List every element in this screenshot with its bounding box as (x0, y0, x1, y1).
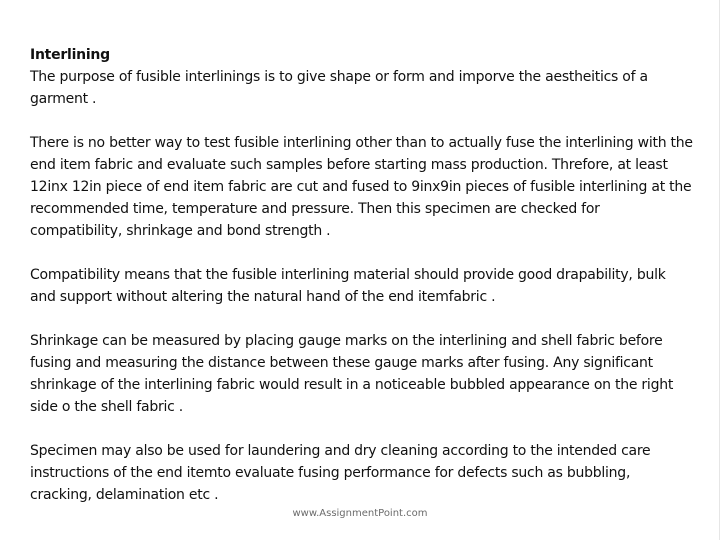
paragraph-testing: There is no better way to test fusible interlining other than to actually fuse the interlining with the end item fabric and evaluate such samples before starting mass production. Threfore, at least 12inx 12in piece of end item fabric are cut and fused to 9inx9in pieces of fusible interlining at the recommended time, temperature and pressure. Then this specimen are checked for compatibility, shrinkage and bond strength . (30, 135, 693, 239)
paragraph-shrinkage: Shrinkage can be measured by placing gauge marks on the interlining and shell fabric before fusing and measuring the distance between these gauge marks after fusing. Any significant shrinkage of the interlining fabric would result in a noticeable bubbled appearance on the right side o the shell fabric . (30, 333, 674, 415)
document-title: Interlining (30, 47, 110, 63)
paragraph-purpose: The purpose of fusible interlinings is to give shape or form and imporve the aestheitics of a garment . (30, 69, 648, 107)
paragraph-laundering: Specimen may also be used for laundering and dry cleaning according to the intended care instructions of the end itemto evaluate fusing performance for defects such as bubbling, cracking, delamination etc . (30, 443, 651, 503)
document-body (30, 44, 695, 506)
paragraph-compatibility: Compatibility means that the fusible interlining material should provide good drapability, bulk and support without altering the natural hand of the end itemfabric . (30, 267, 666, 305)
footer-url: www.AssignmentPoint.com (292, 508, 428, 519)
